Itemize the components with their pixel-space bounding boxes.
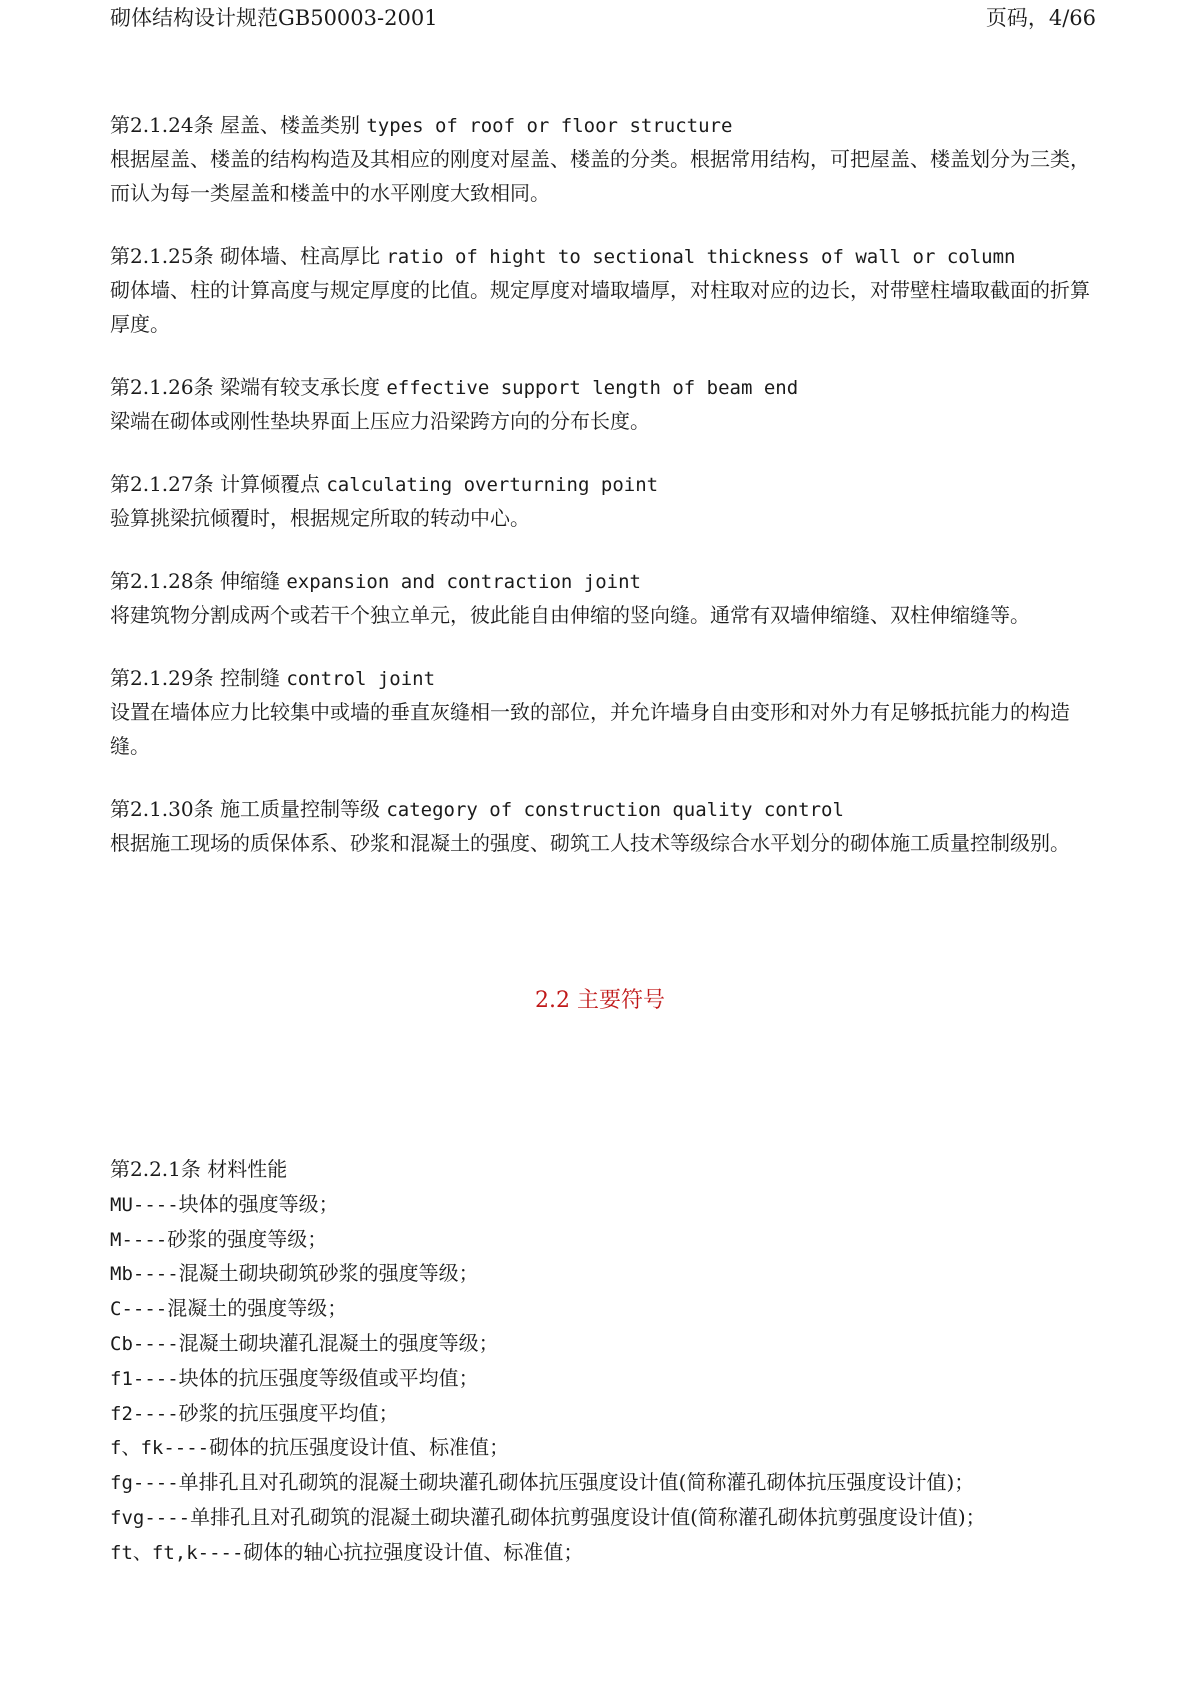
- clause-term-cn: 梁端有较支承长度: [219, 375, 380, 399]
- clause-number: 第2.1.26条: [110, 375, 214, 399]
- clause-number: 第2.1.25条: [110, 244, 214, 268]
- symbol-code: M----: [110, 1228, 168, 1251]
- symbol-description: 砌体的轴心抗拉强度设计值、标准值；: [243, 1539, 584, 1564]
- symbol-description: 单排孔且对孔砌筑的混凝土砌块灌孔砌体抗剪强度设计值(简称灌孔砌体抗剪强度设计值)；: [190, 1504, 986, 1529]
- clause-2-1-28: [110, 564, 1100, 632]
- clause-term-en: ratio of hight to sectional thickness of wall or column: [386, 246, 1016, 268]
- clause-term-cn: 伸缩缝: [219, 569, 280, 593]
- symbol-item: [110, 1187, 1100, 1222]
- symbol-code: ft、ft,k----: [110, 1541, 244, 1564]
- symbol-item: [110, 1222, 1100, 1257]
- clause-body: 根据屋盖、楼盖的结构构造及其相应的刚度对屋盖、楼盖的分类。根据常用结构，可把屋盖、楼盖划分为三类，而认为每一类屋盖和楼盖中的水平刚度大致相同。: [110, 147, 1090, 205]
- clause-number: 第2.1.24条: [110, 113, 214, 137]
- clause-heading: [110, 239, 1100, 273]
- symbol-list: [110, 1152, 1100, 1570]
- clause-term-cn: 计算倾覆点: [219, 472, 320, 496]
- symbol-code: MU----: [110, 1193, 179, 1216]
- symbol-item: [110, 1500, 1100, 1535]
- clause-2-1-24: [110, 108, 1100, 210]
- symbol-description: 单排孔且对孔砌筑的混凝土砌块灌孔砌体抗压强度设计值(简称灌孔砌体抗压强度设计值)；: [178, 1470, 975, 1495]
- clause-number: 第2.1.29条: [110, 666, 214, 690]
- clause-term-cn: 施工质量控制等级: [219, 797, 380, 821]
- symbol-code: Mb----: [110, 1263, 179, 1286]
- clause-heading: [110, 792, 1100, 826]
- symbol-item: [110, 1430, 1100, 1465]
- clause-heading: [110, 661, 1100, 695]
- symbol-code: fg----: [110, 1472, 179, 1495]
- clause-body: 将建筑物分割成两个或若干个独立单元，彼此能自由伸缩的竖向缝。通常有双墙伸缩缝、双柱伸缩缝等。: [110, 603, 1030, 627]
- clause-term-en: category of construction quality control: [386, 799, 844, 821]
- clause-body: 梁端在砌体或刚性垫块界面上压应力沿梁跨方向的分布长度。: [110, 409, 650, 433]
- symbol-item: [110, 1396, 1100, 1431]
- symbol-code: f2----: [110, 1402, 179, 1425]
- clause-heading: [110, 564, 1100, 598]
- symbol-code: C----: [110, 1298, 168, 1321]
- clause-term-en: expansion and contraction joint: [286, 571, 641, 593]
- clause-number: 第2.1.30条: [110, 797, 214, 821]
- document-title: 砌体结构设计规范GB50003-2001: [110, 6, 438, 30]
- clause-term-cn: 控制缝: [219, 666, 280, 690]
- clause-2-1-30: [110, 792, 1100, 860]
- symbol-description: 砌体的抗压强度设计值、标准值；: [209, 1435, 510, 1460]
- clause-term-en: effective support length of beam end: [386, 377, 799, 399]
- page-number: 页码，4/66: [985, 6, 1096, 30]
- symbol-list-heading: 第2.2.1条 材料性能: [110, 1157, 288, 1181]
- clause-heading: [110, 370, 1100, 404]
- clause-term-cn: 屋盖、楼盖类别: [219, 113, 360, 137]
- page-header: [0, 0, 1200, 36]
- symbol-item: [110, 1465, 1100, 1500]
- symbol-item: [110, 1256, 1100, 1291]
- clause-body: 砌体墙、柱的计算高度与规定厚度的比值。规定厚度对墙取墙厚，对柱取对应的边长，对带壁柱墙取截面的折算厚度。: [110, 278, 1090, 336]
- symbol-description: 砂浆的强度等级；: [167, 1226, 328, 1251]
- symbol-description: 砂浆的抗压强度平均值；: [178, 1400, 399, 1425]
- symbol-description: 混凝土的强度等级；: [167, 1296, 348, 1321]
- clause-2-1-27: [110, 467, 1100, 535]
- symbol-code: Cb----: [110, 1332, 179, 1355]
- clause-heading: [110, 108, 1100, 142]
- clause-term-en: types of roof or floor structure: [366, 115, 733, 137]
- symbol-item: [110, 1361, 1100, 1396]
- clause-body: 设置在墙体应力比较集中或墙的垂直灰缝相一致的部位，并允许墙身自由变形和对外力有足够抵抗能力的构造缝。: [110, 700, 1070, 758]
- clause-body: 根据施工现场的质保体系、砂浆和混凝土的强度、砌筑工人技术等级综合水平划分的砌体施工质量控制级别。: [110, 831, 1070, 855]
- clause-term-cn: 砌体墙、柱高厚比: [219, 244, 380, 268]
- symbol-description: 块体的强度等级；: [178, 1191, 339, 1216]
- symbol-code: f1----: [110, 1367, 179, 1390]
- symbol-item: [110, 1326, 1100, 1361]
- clause-2-1-25: [110, 239, 1100, 341]
- clause-term-en: calculating overturning point: [326, 474, 659, 496]
- symbol-description: 混凝土砌块砌筑砂浆的强度等级；: [178, 1261, 479, 1286]
- clause-2-1-26: [110, 370, 1100, 438]
- clause-2-1-29: [110, 661, 1100, 763]
- clause-number: 第2.1.28条: [110, 569, 214, 593]
- clause-heading: [110, 467, 1100, 501]
- symbol-description: 混凝土砌块灌孔混凝土的强度等级；: [178, 1330, 499, 1355]
- clause-number: 第2.1.27条: [110, 472, 214, 496]
- clause-list: [110, 108, 1100, 889]
- symbol-code: fvg----: [110, 1506, 191, 1529]
- clause-term-en: control joint: [286, 668, 436, 690]
- clause-body: 验算挑梁抗倾覆时，根据规定所取的转动中心。: [110, 506, 530, 530]
- symbol-item: [110, 1291, 1100, 1326]
- symbol-item: [110, 1535, 1100, 1570]
- symbol-description: 块体的抗压强度等级值或平均值；: [178, 1365, 479, 1390]
- symbol-code: f、fk----: [110, 1437, 210, 1460]
- section-title: 2.2 主要符号: [535, 988, 665, 1013]
